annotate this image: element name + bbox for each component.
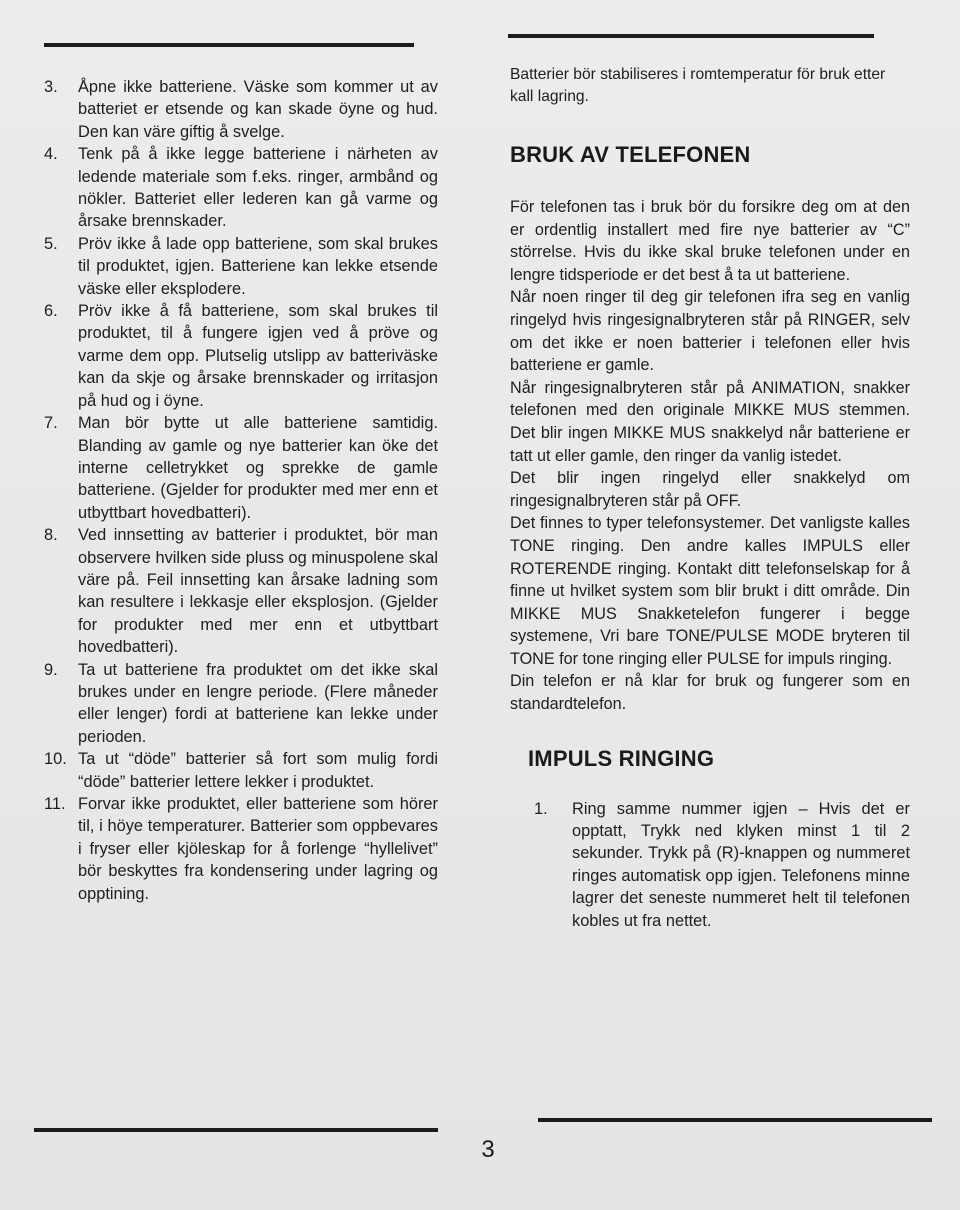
list-item <box>40 233 438 300</box>
item-text: Pröv ikke å få batteriene, som skal brukes til produktet, til å fungere igjen ved å pröve og varme dem opp. Plutselig utslipp av batteriväske kan da skje og årsake brennskader og irritasjon på hud og i öyne. <box>78 302 438 410</box>
item-number: 6. <box>44 302 58 321</box>
paragraph: Din telefon er nå klar for bruk og fungerer som en standardtelefon. <box>510 672 910 714</box>
item-text: Ring samme nummer igjen – Hvis det er opptatt, Trykk ned klyken minst 1 til 2 sekunder. Trykk på (R)-knappen og nummeret ringes automatisk opp igjen. Telefonens minne lagrer det seneste nummeret helt til telefonen kobles ut fra nettet. <box>572 799 910 930</box>
list-item <box>40 793 438 905</box>
list-item <box>40 412 438 524</box>
section-body-bruk-av-telefonen <box>510 196 910 716</box>
item-number: 9. <box>44 660 58 679</box>
paragraph: Det finnes to typer telefonsystemer. Det vanligste kalles TONE ringing. Den andre kalles IMPULS eller ROTERENDE ringing. Kontakt ditt telefonselskap for å finne ut hvilket system som blir brukt i ditt område. Din MIKKE MUS Snakketelefon fungerer i begge systemene, Vri bare TONE/PULSE MODE bryteren til TONE for tone ringing eller PULSE for impuls ringing. <box>510 514 910 668</box>
top-rule-left <box>44 43 414 47</box>
item-text: Pröv ikke å lade opp batteriene, som skal brukes til produktet, igjen. Batteriene kan lekke etsende väske eller eksplodere. <box>78 234 438 298</box>
battery-storage-note: Batterier bör stabiliseres i romtemperatur för bruk etter kall lagring. <box>510 66 886 105</box>
section-heading-bruk-av-telefonen: BRUK AV TELEFONEN <box>510 142 751 167</box>
right-column <box>510 64 910 932</box>
item-text: Ta ut batteriene fra produktet om det ikke skal brukes under en lengre periode. (Flere måneder eller lenger) fordi at batteriene kan lekke under perioden. <box>78 660 438 746</box>
item-number: 8. <box>44 526 58 545</box>
item-number: 5. <box>44 234 58 253</box>
item-text: Tenk på å ikke legge batteriene i närheten av ledende materiale som f.eks. ringer, armbånd og nökler. Batteriet eller lederen kan gå varme og årsake brennskader. <box>78 145 438 231</box>
item-number: 10. <box>44 750 67 769</box>
paragraph: Når ringesignalbryteren står på ANIMATION, snakker telefonen med den originale MIKKE MUS stemmen. Det blir ingen MIKKE MUS snakkelyd når batteriene er tatt ut eller gamle, den ringer da vanlig istedet. <box>510 378 910 465</box>
item-text: Forvar ikke produktet, eller batteriene som hörer til, i höye temperaturer. Batterier som oppbevares i fryser eller kjöleskap for å forlenge “hyllelivet” bör beskyttes fra kondensering under lagring og opptining. <box>78 795 438 903</box>
bottom-rule-right <box>538 1118 932 1122</box>
item-number: 1. <box>534 799 548 818</box>
list-item <box>40 76 438 143</box>
list-item <box>530 798 910 932</box>
impuls-ringing-list <box>510 798 910 932</box>
bottom-rule-left <box>34 1128 438 1132</box>
paragraph: Når noen ringer til deg gir telefonen ifra seg en vanlig ringelyd hvis ringesignalbryteren står på RINGER, selv om det ikke er noen batterier i telefonen eller hvis batteriene er gamle. <box>510 288 910 375</box>
list-item <box>40 659 438 749</box>
list-item <box>40 143 438 233</box>
item-number: 11. <box>44 795 66 813</box>
list-item <box>40 300 438 412</box>
item-number: 7. <box>44 414 58 433</box>
item-number: 4. <box>44 145 58 164</box>
battery-safety-list <box>40 76 438 905</box>
item-text: Man bör bytte ut alle batteriene samtidig. Blanding av gamle og nye batterier kan öke det interne celletrykket og sprekke de gamle batteriene. (Gjelder for produkter med mer enn et utbyttbart hovedbatteri). <box>78 414 438 522</box>
left-column <box>40 76 438 905</box>
list-item <box>40 524 438 658</box>
paragraph: Det blir ingen ringelyd eller snakkelyd om ringesignalbryteren står på OFF. <box>510 469 910 510</box>
paragraph: För telefonen tas i bruk bör du forsikre deg om at den er ordentlig installert med fire nye batterier av “C” störrelse. Hvis du ikke skal bruke telefonen under en lengre tidsperiode er det best å ta ut batteriene. <box>510 198 910 284</box>
item-number: 3. <box>44 78 58 96</box>
item-text: Ta ut “döde” batterier så fort som mulig fordi “döde” batterier lettere lekker i produktet. <box>78 750 438 791</box>
item-text: Ved innsetting av batterier i produktet, bör man observere hvilken side pluss og minuspolene skal väre på. Feil innsetting kan årsake ladning som kan resultere i lekkasje eller eksplosjon. (Gjelder for produkter med mer enn et utbyttbart hovedbatteri). <box>78 526 438 657</box>
page-number: 3 <box>481 1136 495 1163</box>
top-rule-right <box>508 34 874 38</box>
list-item <box>40 748 438 793</box>
section-heading-impuls-ringing: IMPULS RINGING <box>528 745 715 771</box>
item-text: Åpne ikke batteriene. Väske som kommer ut av batteriet er etsende og kan skade öyne og hud. Den kan väre giftig å svelge. <box>78 78 438 141</box>
